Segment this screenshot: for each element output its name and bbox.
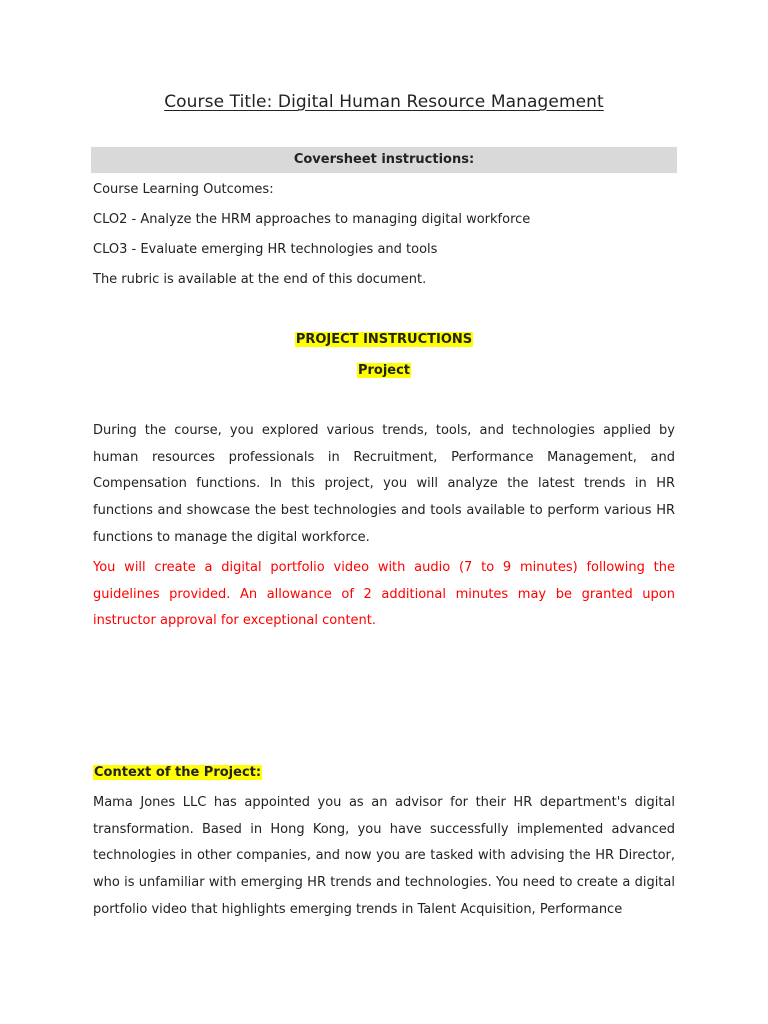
intro-paragraph: During the course, you explored various trends, tools, and technologies applied by human resources professionals in Recruitment, Performance Management, and Compensation functions. In this project, you will analyze the latest trends in HR functions and showcase the best technologies and tools available to perform various HR functions to manage the digital workforce. [93,423,675,545]
video-requirement-paragraph: You will create a digital portfolio video with audio (7 to 9 minutes) following the guidelines provided. An allowance of 2 additional minutes may be granted upon instructor approval for exceptional content. [93,560,675,629]
context-heading: Context of the Project: [94,765,262,780]
clo3-item: CLO3 - Evaluate emerging HR technologies and tools [93,242,438,257]
learning-outcomes-heading: Course Learning Outcomes: [93,182,274,197]
rubric-note: The rubric is available at the end of this document. [93,272,427,287]
context-paragraph: Mama Jones LLC has appointed you as an advisor for their HR department's digital transformation. Based in Hong Kong, you have successfully implemented advanced technologies in other companies, and now you are tasked with advising the HR Director, who is unfamiliar with emerging HR trends and technologies. You need to create a digital portfolio video that highlights emerging trends in Talent Acquisition, Performance [93,795,675,917]
project-heading: Project [357,363,411,378]
coversheet-heading: Coversheet instructions: [91,147,677,173]
project-instructions-heading: PROJECT INSTRUCTIONS [295,332,473,347]
course-title: Course Title: Digital Human Resource Management [164,92,604,112]
clo2-item: CLO2 - Analyze the HRM approaches to managing digital workforce [93,212,531,227]
